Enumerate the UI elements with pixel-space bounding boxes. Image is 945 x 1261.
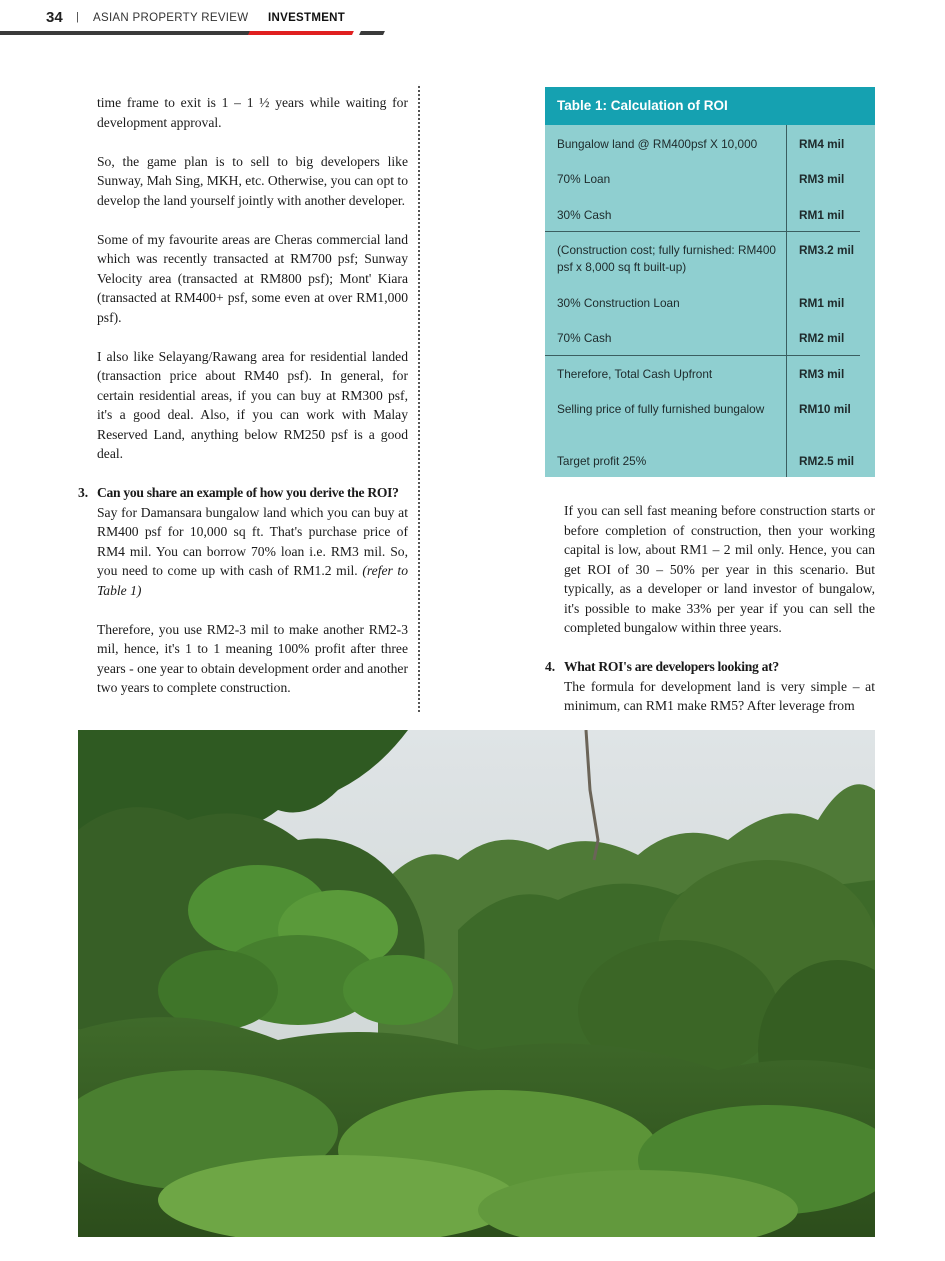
publication-name: ASIAN PROPERTY REVIEW <box>93 12 249 24</box>
question-number: 4. <box>545 659 556 674</box>
left-column <box>78 93 408 717</box>
jungle-photo <box>78 730 875 1237</box>
table-group-divider <box>545 355 860 356</box>
row-value: RM4 mil <box>799 137 845 151</box>
page-number: 34 <box>46 9 63 26</box>
row-value: RM10 mil <box>799 402 851 416</box>
answer-text: Say for Damansara bungalow land which you can buy at RM400 psf for 10,000 sq ft. That's purchase price of RM4 mil. You can borrow 70% loan i.e. RM3 mil. So, you need to come up with cash of RM1.2 mil. <box>97 504 408 578</box>
table-reference: (refer to Table 1) <box>97 563 408 598</box>
table-group-divider <box>545 231 860 232</box>
header-rule-tail <box>359 31 385 35</box>
row-label: (Construction cost; fully furnished: RM400 psf x 8,000 sq ft built-up) <box>557 243 776 274</box>
row-value: RM3 mil <box>799 367 845 381</box>
row-label: Target profit 25% <box>557 454 647 468</box>
row-label: 70% Loan <box>557 172 611 186</box>
paragraph: If you can sell fast meaning before construction starts or before completion of construction, then your working capital is low, about RM1 – 2 mil only. Hence, you can get ROI of 30 – 50% per year in this scenario. But typically, as a developer or land investor of bungalow, it's possible to make 33% per year if you can sell the completed bungalow within three years. <box>564 503 875 635</box>
answer-text: The formula for development land is very simple – at minimum, can RM1 make RM5? After leverage from <box>564 678 875 713</box>
right-column <box>545 501 875 716</box>
table-title: Table 1: Calculation of ROI <box>545 87 875 125</box>
question-4 <box>545 657 875 716</box>
question-number: 3. <box>78 485 89 500</box>
row-label: Therefore, Total Cash Upfront <box>557 367 713 381</box>
roi-table <box>545 87 875 477</box>
header-rule <box>0 31 252 35</box>
paragraph: Therefore, you use RM2-3 mil to make another RM2-3 mil, hence, it's 1 to 1 meaning 100% profit after three years - one year to obtain development order and another two years to complete construction. <box>97 621 408 695</box>
row-label: Bungalow land @ RM400psf X 10,000 <box>557 137 758 151</box>
paragraph: So, the game plan is to sell to big developers like Sunway, Mah Sing, MKH, etc. Otherwise, you can opt to develop the land yourself jointly with another developer. <box>97 153 408 208</box>
header-separator: | <box>76 11 79 23</box>
row-value: RM2.5 mil <box>799 454 855 468</box>
table-column-divider <box>786 125 787 477</box>
row-value: RM3 mil <box>799 172 845 186</box>
row-value: RM1 mil <box>799 208 845 222</box>
paragraph: I also like Selayang/Rawang area for residential landed (transaction price about RM40 psf). In general, for certain residential areas, if you can buy at RM300 psf, it's a good deal. Also, if you can work with Malay Reserved Land, anything below RM250 psf is a good deal. <box>97 348 408 461</box>
paragraph: Some of my favourite areas are Cheras commercial land which was recently transacted at RM700 psf; Sunway Velocity area (transacted at RM800 psf); Mont' Kiara (transacted at RM400+ psf, some even at over RM1,000 psf). <box>97 231 408 325</box>
column-divider <box>418 86 420 712</box>
row-label: 70% Cash <box>557 331 612 345</box>
row-label: 30% Cash <box>557 208 612 222</box>
row-label: Selling price of fully furnished bungalow <box>557 402 765 416</box>
header-accent-rule <box>248 31 354 35</box>
page-header <box>0 0 945 40</box>
question-3 <box>78 483 408 600</box>
row-value: RM1 mil <box>799 296 845 310</box>
paragraph: time frame to exit is 1 – 1 ½ years while waiting for development approval. <box>97 95 408 130</box>
question-title: Can you share an example of how you derive the ROI? <box>97 485 399 500</box>
section-name: INVESTMENT <box>268 12 346 24</box>
row-label: 30% Construction Loan <box>557 296 680 310</box>
row-value: RM2 mil <box>799 331 845 345</box>
question-title: What ROI's are developers looking at? <box>564 659 779 674</box>
row-value: RM3.2 mil <box>799 243 855 257</box>
